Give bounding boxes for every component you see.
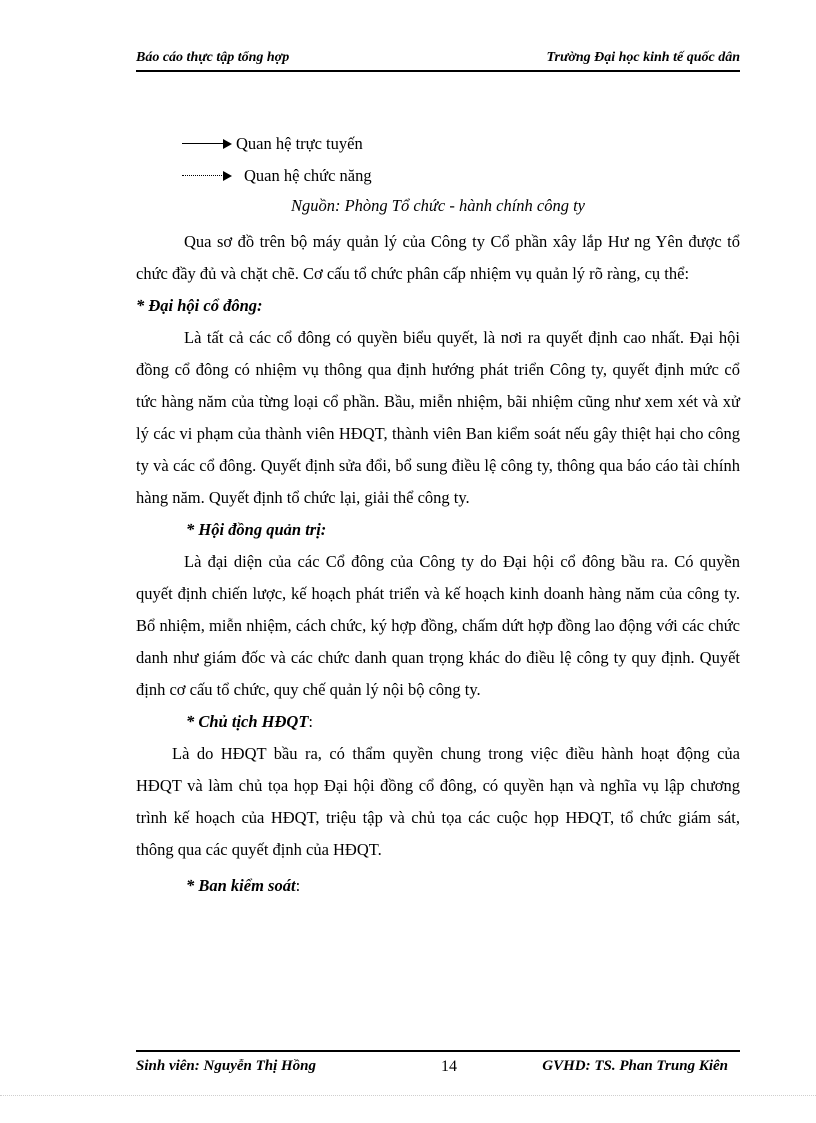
page-footer [136,1050,740,1082]
solid-arrow-icon [182,138,232,150]
paragraph-shareholders: Là tất cả các cổ đông có quyền biểu quyết, là nơi ra quyết định cao nhất. Đại hội đồng cổ đông có nhiệm vụ thông qua định hướng phát triển Công ty, quyết định mức cổ tức hàng năm của từng loại cổ phần. Bầu, miễn nhiệm, bãi nhiệm cũng như xem xét và xử lý các vi phạm của thành viên HĐQT, thành viên Ban kiểm soát nếu gây thiệt hại cho công ty và các cổ đông. Quyết định sửa đổi, bổ sung điều lệ công ty, thông qua báo cáo tài chính hàng năm. Quyết định tổ chức lại, giải thể công ty. [136,328,740,507]
page-number: 14 [441,1058,457,1075]
heading-supervisory: * Ban kiểm soát: [186,876,301,895]
footer-advisor: GVHD: TS. Phan Trung Kiên [542,1058,728,1074]
legend-direct [182,134,363,154]
heading-chairman: * Chủ tịch HĐQT: [186,712,313,731]
paragraph-board: Là đại diện của các Cổ đông của Công ty do Đại hội cổ đông bầu ra. Có quyền quyết định chiến lược, kế hoạch phát triển và kế hoạch kinh doanh hàng năm của công ty. Bổ nhiệm, miễn nhiệm, cách chức, ký hợp đồng, chấm dứt hợp đồng lao động với các chức danh như giám đốc và các chức danh quan trọng khác do điều lệ công ty quy định. Quyết định cơ cấu tổ chức, quy chế quản lý nội bộ công ty. [136,552,740,699]
legend-direct-label: Quan hệ trực tuyến [236,134,363,153]
intro-paragraph: Qua sơ đồ trên bộ máy quản lý của Công ty Cổ phần xây lắp Hư ng Yên được tổ chức đầy đủ và chặt chẽ. Cơ cấu tổ chức phân cấp nhiệm vụ quản lý rõ ràng, cụ thể: [136,232,740,283]
page-header [136,48,740,72]
header-university: Trường Đại học kinh tế quốc dân [546,50,740,65]
footer-student: Sinh viên: Nguyễn Thị Hồng [136,1058,317,1074]
heading-shareholders: * Đại hội cổ đông: [136,296,263,315]
page-edge-divider [0,1095,816,1096]
document-body [136,226,740,902]
dotted-arrow-icon [182,170,232,182]
diagram-source: Nguồn: Phòng Tổ chức - hành chính công ty [290,196,586,215]
header-report-title: Báo cáo thực tập tổng hợp [136,50,290,65]
legend-functional [182,166,372,186]
heading-board: * Hội đồng quản trị: [186,520,327,539]
paragraph-chairman: Là do HĐQT bầu ra, có thẩm quyền chung trong việc điều hành hoạt động của HĐQT và làm chủ tọa họp Đại hội đồng cổ đông, có quyền hạn và nghĩa vụ lập chương trình kế hoạch của HĐQT, triệu tập và chủ tọa các cuộc họp HĐQT, tổ chức giám sát, thông qua các quyết định của HĐQT. [136,744,740,859]
legend-functional-label: Quan hệ chức năng [244,166,372,185]
